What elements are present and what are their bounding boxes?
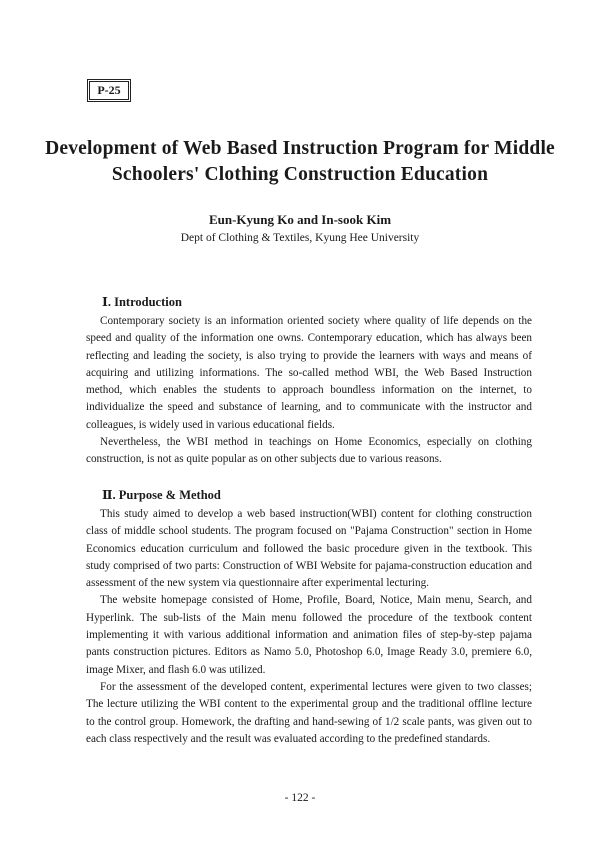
section-purpose-method [86, 487, 532, 748]
section-heading: Ⅱ. Purpose & Method [102, 488, 221, 502]
paragraph: For the assessment of the developed content, experimental lectures were given to two classes; The lecture utilizing the WBI content to the experimental group and the traditional offline lecture to the control group. Homework, the drafting and hand-sewing of 1/2 scale pants, was given out to each class respectively and the result was evaluated according to the predefined standards. [86, 680, 532, 745]
paragraph: This study aimed to develop a web based instruction(WBI) content for clothing construction class of middle school students. The program focused on "Pajama Construction" section in Home Economics education curriculum and followed the basic procedure given in the textbook. This study comprised of two parts: Construction of WBI Website for pajama-construction education and assessment of the new system via questionnaire after experimental lecturing. [86, 508, 532, 590]
paper-title: Development of Web Based Instruction Program for Middle Schoolers' Clothing Construction Education [45, 138, 555, 185]
section-introduction [86, 294, 532, 469]
section-heading: Ⅰ. Introduction [102, 295, 182, 309]
authors: Eun-Kyung Ko and In-sook Kim [208, 212, 392, 227]
affiliation: Dept of Clothing & Textiles, Kyung Hee University [180, 232, 420, 244]
paragraph: The website homepage consisted of Home, Profile, Board, Notice, Main menu, Search, and Hyperlink. The sub-lists of the Main menu followed the procedure of the textbook content implementing it with various additional information and animation files of step-by-step pajama pants construction pictures. Editors as Namo 5.0, Photoshop 6.0, Image Ready 3.0, premiere 6.0, image Mixer, and flash 6.0 was utilized. [86, 594, 532, 676]
paragraph: Nevertheless, the WBI method in teachings on Home Economics, especially on clothing construction, is not as quite popular as on other subjects due to various reasons. [86, 436, 532, 466]
page-number: - 122 - [284, 792, 316, 804]
paper-id-tag: P-25 [89, 81, 129, 100]
paragraph: Contemporary society is an information oriented society where quality of life depends on the speed and quality of the information one owns. Contemporary education, which has always been reflecting and leading the society, is also trying to provide the learners with ways and means of acquiring and utilizing informations. The so-called method WBI, the Web Based Instruction method, which enables the students to approach boundless information on the internet, to individualize the speed and substance of learning, and to communicate with the instructor and colleagues, is widely used in various educational fields. [86, 315, 532, 431]
